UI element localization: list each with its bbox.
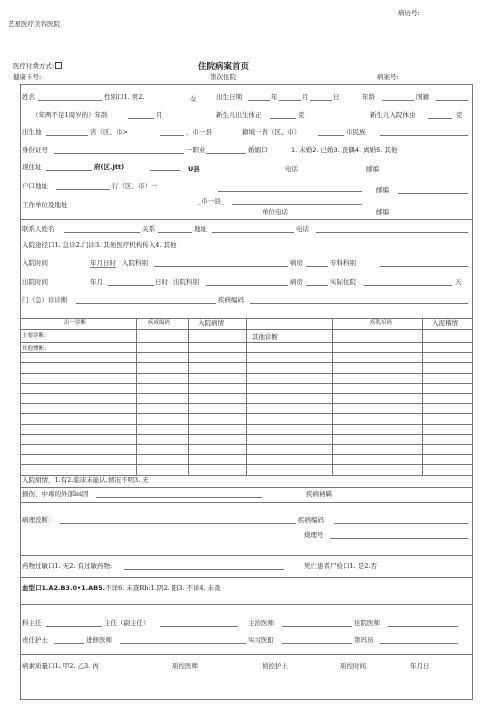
drug-allergy-field[interactable] [124,563,284,570]
record-number-label: 病历号: [398,9,420,17]
resident-field[interactable] [388,620,458,627]
birth-city-field[interactable] [160,129,184,136]
unit-phone-label: 单位电话 [262,208,288,216]
nurse-field[interactable] [54,637,84,644]
hukou-province-label: 行（区、市）一 [112,182,158,190]
ethnic-label: 市民族 [346,128,366,136]
qc-nurse-label: 侦控护上 [262,662,288,670]
actual-stay-label: 实际住院 [330,278,356,286]
year-label: 年 [271,93,278,101]
newborn-admit-weight-label: 新生儿入院体虫 [370,111,416,119]
fellow-field[interactable] [120,637,246,644]
fellow-label: 进修医师 [86,636,112,644]
newborn-weight-field[interactable] [270,112,296,119]
occupation-field[interactable] [206,147,246,154]
current-address-field[interactable] [46,164,92,171]
qc-time-label: 质控时间 [340,662,366,670]
current-address-province: 府(区.Jtt) [94,163,125,171]
marital-label: 婚姻口 [248,146,268,154]
id-number-field[interactable] [54,147,184,154]
nationality-label: 国籍 [416,93,429,101]
outpatient-code-label: 疾病编码 [218,296,244,304]
resident-label: 住院医师 [354,619,380,627]
contact-phone-field[interactable] [316,226,468,233]
hukou-detail-field[interactable] [218,185,362,192]
city-county-label: ，市一县 [186,128,212,136]
col-admit-condition: 入院病情 [198,319,224,327]
director-field[interactable] [46,620,102,627]
postcode-label: 邮编 [376,208,389,216]
admission-time-ymd[interactable]: 年月日时 [90,259,116,267]
marital-options: 1. 未婚2. 已婚3. 丧偶4. 离婚5. 其他 [291,146,398,154]
infant-age-field[interactable] [128,112,154,119]
outpatient-diagnosis-field[interactable] [76,297,216,304]
actual-stay-field[interactable] [364,279,452,286]
col-disease-code: 疾成编码 [148,320,171,326]
pathology-diagnosis-field[interactable] [60,517,296,524]
postcode-label: 邮编 [366,165,379,173]
contact-name-field[interactable] [64,226,140,233]
gram-label: 克 [298,111,305,119]
discharge-time-label: 出院时间 [22,278,48,286]
transfer-dept-label: 专科科别 [330,259,356,267]
coder-field[interactable] [380,637,458,644]
qc-date-label: 年月日 [410,662,430,670]
newborn-weight-label: 新生儿出生体正 [216,111,262,119]
native-field[interactable] [318,129,344,136]
contact-address-label: 地址 [194,225,207,233]
attending-field[interactable] [282,620,352,627]
col-disease-code-2: 疾乳培码 [370,320,393,326]
pathology-diagnosis-label: 病理没断： [22,516,55,524]
admission-time-label: 入院时间 [22,259,48,267]
transfer-dept-field[interactable] [380,260,468,267]
main-diagnosis-label: 主要诊断： [22,333,50,339]
discharge-dept-field[interactable] [206,279,288,286]
blood-type-label: 血型口1.A2.B3.0•1.AB5.不详6. 未查Rh:1.阴2. 阳3. 不详4. 未查 [22,584,221,592]
hukou-postcode-field[interactable] [398,187,468,194]
relation-label: 关系 [142,225,155,233]
birthplace-label: 出生地 [22,128,42,136]
pathology-number-label: 烧理号 [304,531,324,539]
pathology-code-label: 疾病编码 [298,516,324,524]
contact-phone-label: 电话 [296,225,309,233]
admission-route-label: 入院途径口1. 急诊2.门诊3. 其他医疗机构传入4. 其他 [22,241,177,249]
injury-cause-label: 损伤、中毒的外部lei因 [22,490,89,498]
col-discharge-diagnosis: 出一诊断 [64,320,87,326]
drug-allergy-label: 药物过敏口1. 无2. 有过敏药物: [22,562,113,570]
nationality-field[interactable] [436,94,468,101]
admission-dept-label: 入院科别 [122,259,148,267]
chief-label: 主任（副主任） [104,619,150,627]
contact-name-label: 联系人姓名 [22,225,55,233]
discharge-day-hour: 日时 [155,278,168,286]
intern-label: 实习医酊 [248,636,274,644]
pathology-code-field[interactable] [334,517,468,524]
injury-code-label: 疾病衲羁 [306,490,332,498]
phone-label: 电话 [285,165,298,173]
age-label: 年龄 [362,93,375,101]
current-city-field[interactable] [150,164,180,171]
attending-label: 主治医师 [248,619,274,627]
native-place-label: 籍境一省（区、市） [242,128,301,136]
payment-method-checkbox[interactable] [55,62,62,69]
birth-month-field[interactable] [279,94,301,101]
newborn-admit-weight-field[interactable] [428,112,452,119]
intern-field[interactable] [282,637,352,644]
discharge-date-field[interactable] [108,279,154,286]
admission-dept-field[interactable] [154,260,288,267]
ethnic-field[interactable] [380,129,468,136]
hukou-address-label: 户口地址 [22,182,48,190]
work-unit-label: 工作单位及地址 [22,201,68,209]
name-label: 姓名 [22,93,35,101]
outpatient-diagnosis-label: 门（急）诊诊断 [22,296,68,304]
coder-label: 第玛员 [354,636,374,644]
outpatient-code-field[interactable] [250,297,468,304]
case-number-label: 病案号: [377,73,399,81]
hukou-address-field[interactable] [56,183,110,190]
hospital-name: 艺星医疗美容医院 [8,20,60,28]
postcode-label: 邮编 [376,186,389,194]
chief-field[interactable] [160,620,238,627]
nurse-label: 责任护士 [22,636,48,644]
col-admit-condition-2: 入泥稽情 [432,319,458,327]
birth-day-field[interactable] [310,94,332,101]
days-label: 天 [455,278,462,286]
id-number-label: 身份证号 [22,146,48,154]
province-label: 省（区、市> [90,128,128,136]
autopsy-label: 死亡患者尸检口1. 是2.否 [304,562,377,570]
other-diagnosis-header: 其他诊断 [252,333,278,341]
page-title: 住院病案首页 [198,62,250,72]
admission-ward-label: 病房 [290,259,303,267]
discharge-dept-label: 出院科别 [173,278,199,286]
quality-label: 病素质量口1. 甲2. 乙3. 丙 [22,662,99,670]
name-field[interactable] [38,94,102,101]
birth-year-field[interactable] [248,94,270,101]
birth-date-label: 出生日期 [216,93,242,101]
other-diagnosis-label: 其他惨断： [22,346,50,352]
payment-method-label: 医疗付费方式: [13,62,62,70]
current-address-label: 现住址 [22,163,42,171]
age-field[interactable] [382,94,414,101]
month-label: 月 [156,111,163,119]
health-card-label: 健康卡号: [13,73,42,81]
month-label: 月 [302,93,309,101]
infant-age-label: （年两不足1周岁的）年龄 [32,111,108,119]
admission-ward-field[interactable] [306,260,328,267]
sex-label: 性别口1. 男2. [104,93,145,101]
pathology-number-field[interactable] [330,532,468,539]
sex-female: 女 [190,95,197,103]
birthplace-field[interactable] [46,129,88,136]
day-label: 日 [333,93,340,101]
injury-cause-field[interactable] [96,491,262,498]
admit-condition-note: 入院胡情，1.有2.临床未能认.情况不明3. 无 [22,476,149,484]
qc-doctor-label: 质控医师 [172,662,198,670]
city-county-label: _市一县_ [198,197,224,205]
occupation-label: 一职业 [186,146,206,154]
current-address-county: U县 [188,165,200,173]
work-unit-field[interactable] [232,198,362,205]
gram-label: 克 [456,111,463,119]
director-label: 科主任 [22,619,42,627]
discharge-year-month: 年月 [90,278,103,286]
discharge-ward-field[interactable] [306,279,328,286]
visit-count-label: 第次住院 [210,73,236,81]
discharge-ward-label: 病房 [290,278,303,286]
contact-address-field[interactable] [212,226,294,233]
relation-field[interactable] [158,226,192,233]
